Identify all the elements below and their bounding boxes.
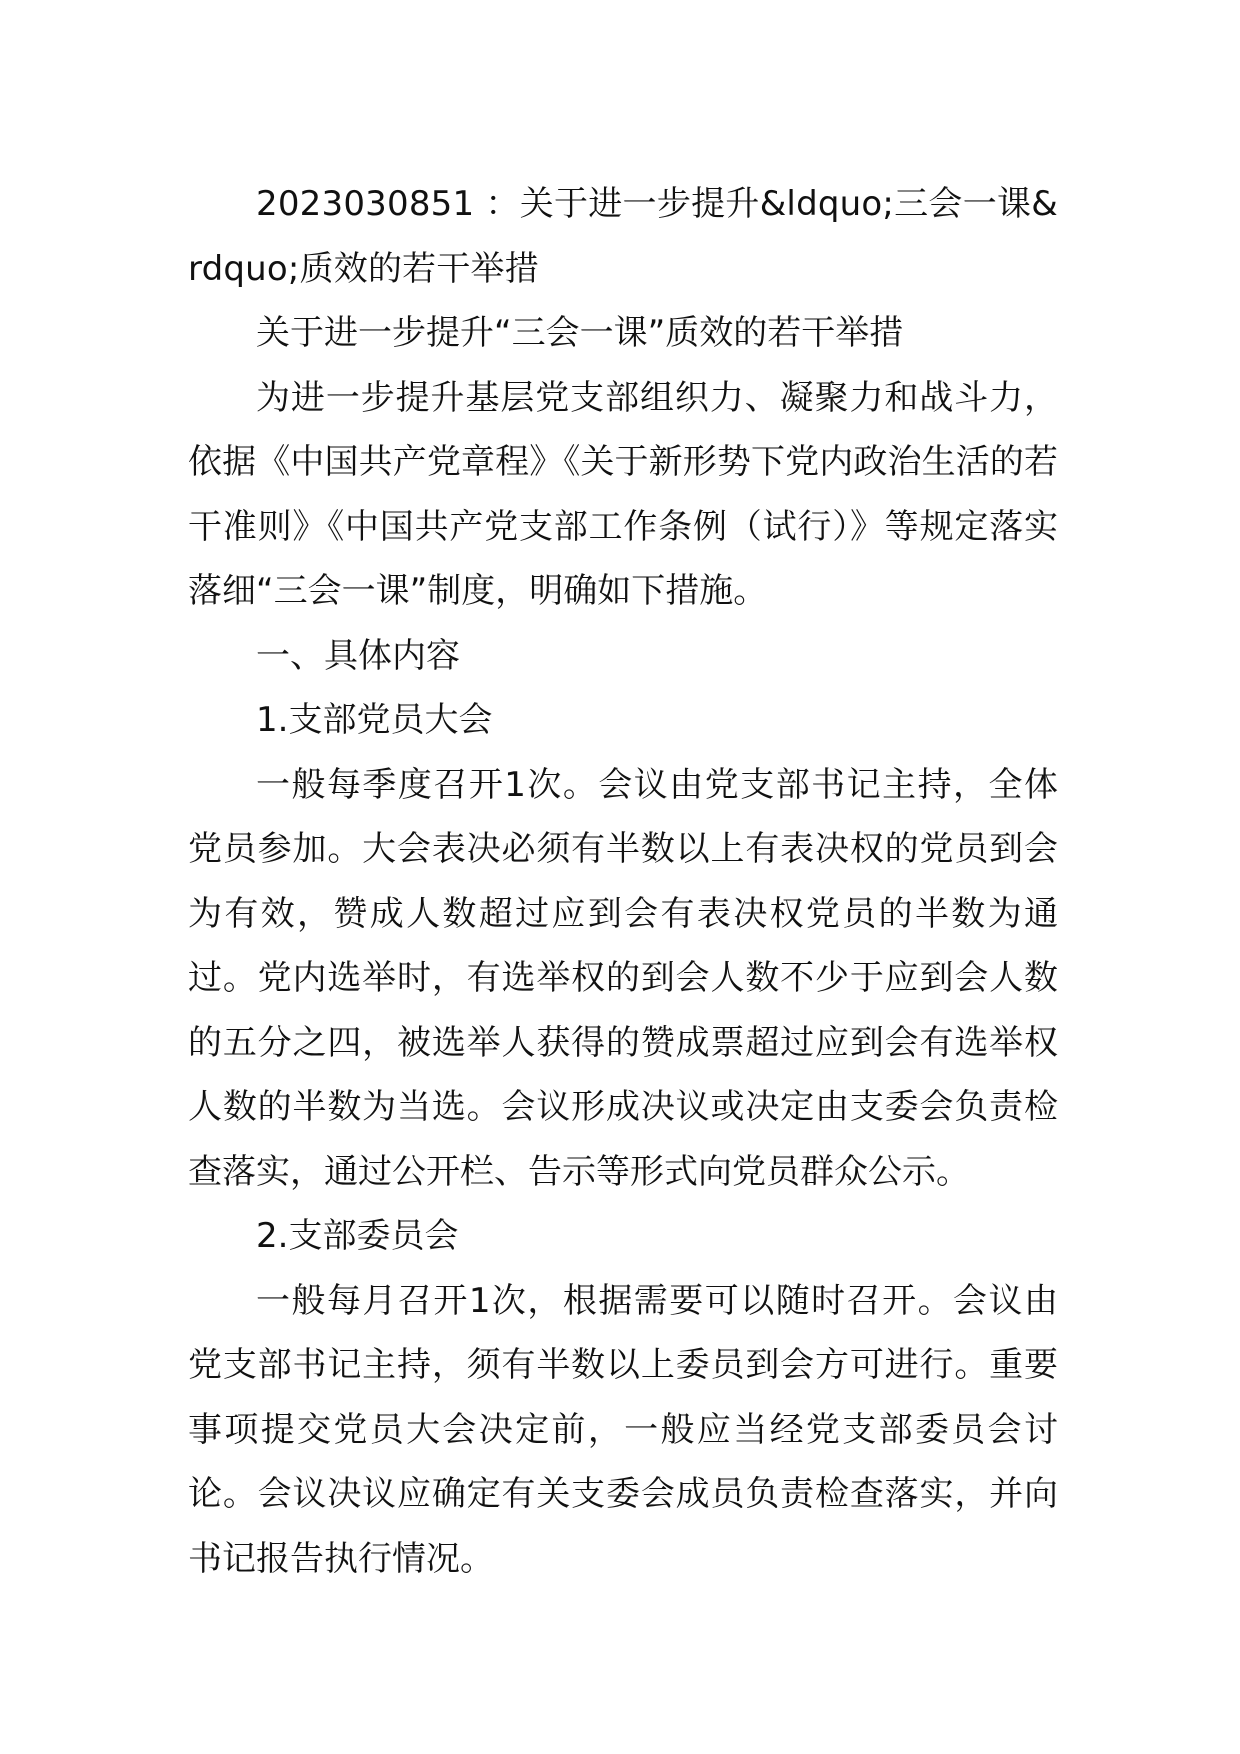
item-1-body: 一般每季度召开1次。会议由党支部书记主持，全体党员参加。大会表决必须有半数以上有表决权的党员到会为有效，赞成人数超过应到会有表决权党员的半数为通过。党内选举时，有选举权的到会人数不少于应到会人数的五分之四，被选举人获得的赞成票超过应到会有选举权人数的半数为当选。会议形成决议或决定由支委会负责检查落实，通过公开栏、告示等形式向党员群众公示。 bbox=[188, 764, 1058, 1192]
document-header-title: 2023030851 ：关于进一步提升&ldquo;三会一课&rdquo;质效的若干举措 bbox=[188, 184, 1058, 289]
item-2-body: 一般每月召开1次，根据需要可以随时召开。会议由党支部书记主持，须有半数以上委员到会方可进行。重要事项提交党员大会决定前，一般应当经党支部委员会讨论。会议决议应确定有关支委会成员负责检查落实，并向书记报告执行情况。 bbox=[188, 1280, 1058, 1579]
item-2-heading: 2.支部委员会 bbox=[256, 1216, 459, 1256]
item-1-heading: 1.支部党员大会 bbox=[256, 700, 493, 740]
document-title: 关于进一步提升“三会一课”质效的若干举措 bbox=[256, 313, 904, 353]
intro-paragraph: 为进一步提升基层党支部组织力、凝聚力和战斗力，依据《中国共产党章程》《关于新形势下党内政治生活的若干准则》《中国共产党支部工作条例（试行）》等规定落实落细“三会一课”制度，明确如下措施。 bbox=[188, 377, 1058, 611]
document-body bbox=[188, 172, 1058, 1591]
section-heading: 一、具体内容 bbox=[256, 635, 460, 676]
